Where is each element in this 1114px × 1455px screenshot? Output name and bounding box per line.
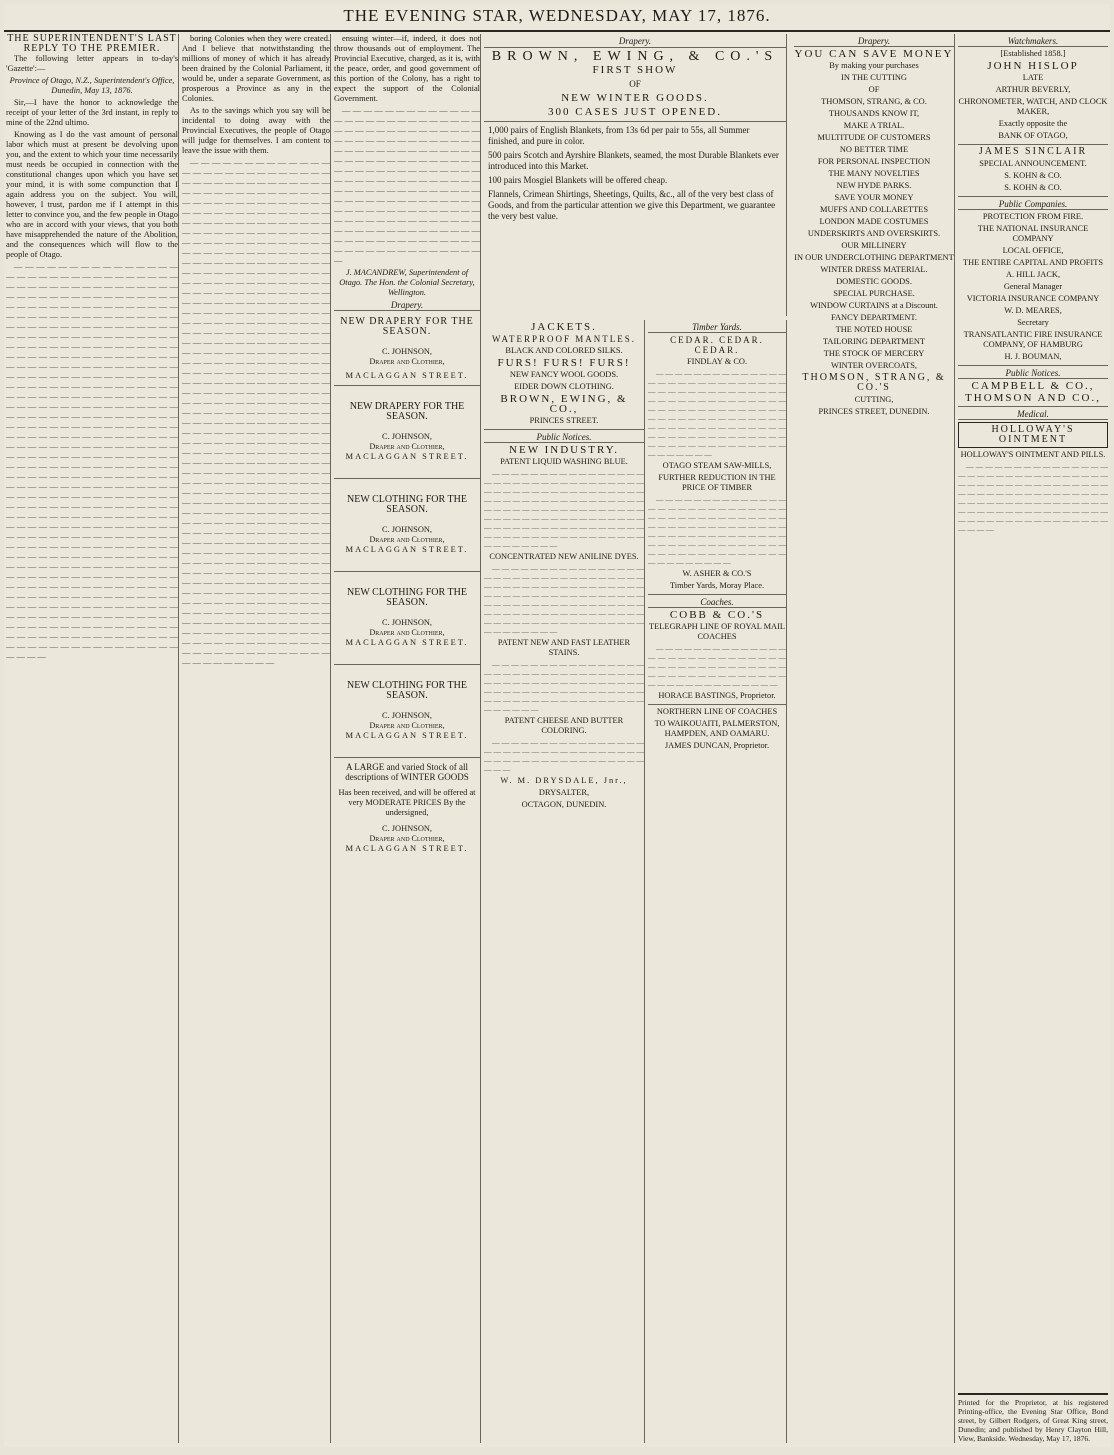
firm-name: S. KOHN & CO.	[1004, 171, 1062, 180]
firm-name: JOHN HISLOP	[987, 60, 1079, 72]
ad-line: Exactly opposite the	[998, 119, 1068, 128]
ad-line: BANK OF OTAGO,	[958, 131, 1108, 145]
ad-name: C. JOHNSON,	[381, 711, 433, 720]
column-7	[958, 34, 1108, 1443]
ad-heading: PROTECTION FROM FIRE.	[982, 212, 1084, 221]
ad-addr: MACLAGGAN STREET.	[345, 731, 469, 740]
article-para: Sir,—I have the honor to acknowledge the receipt of your letter of the 3rd instant, in reply to mine of the 22nd ultimo.	[6, 98, 178, 127]
section-heading-timber: Timber Yards.	[648, 322, 786, 333]
ad-item: 100 pairs Mosgiel Blankets will be offered cheap.	[488, 175, 668, 185]
ad-coaches	[648, 610, 786, 751]
ad-body: — — — — — — — — — — — — — — — — — — — — — — — — — — — — — — — — — — — — — — — — — — — — — — — — — — — — — — — — — — — — — — — — — — — — — —	[648, 644, 786, 689]
ad-heading: WINTER DRESS MATERIAL.	[820, 265, 928, 274]
column-4	[484, 320, 645, 1443]
ad-heading: MUFFS AND COLLARETTES	[820, 205, 928, 214]
ad-heading: FANCY DEPARTMENT.	[830, 313, 918, 322]
ad-title: NEW CLOTHING FOR THE SEASON.	[347, 680, 467, 701]
ad-item: 500 pairs Scotch and Ayrshire Blankets, seamed, the most Durable Blankets ever introduced into this Market.	[488, 150, 779, 171]
ad-name: A. HILL JACK,	[1005, 270, 1061, 279]
ad-name: W. M. DRYSDALE, Jnr.,	[500, 776, 628, 785]
section-heading-coaches: Coaches.	[648, 597, 786, 608]
ad-heading: CEDAR. CEDAR. CEDAR.	[670, 335, 764, 355]
ad-addr: PRINCES STREET.	[484, 416, 644, 430]
ad-line: THE ENTIRE CAPITAL AND PROFITS	[963, 258, 1103, 267]
section-heading-public-notices: Public Notices.	[484, 432, 644, 443]
article-para: ensuing winter—if, indeed, it does not throw thousands out of employment. The Provincial Executive, charged, as it is, with the peace, order, and good government of this portion of the Colony, has a right to expect the support of the Colonial Government.	[334, 34, 480, 103]
ad-heading: NORTHERN LINE OF COACHES	[656, 707, 778, 716]
ad-heading: CONCENTRATED NEW ANILINE DYES.	[489, 552, 639, 561]
imprint: Printed for the Proprietor, at his registered Printing-office, the Evening Star Office, Bond street, by Gilbert Rodgers, of Great King street, Dunedin; and published by Henry Clayton Hill, View, Bankside. Wednesday, May 17, 1876.	[958, 1393, 1108, 1443]
ad-title: NEW CLOTHING FOR THE SEASON.	[347, 494, 467, 515]
ad-body: — — — — — — — — — — — — — — — — — — — — — — — — — — — — — — — — — — — — — — — — — — — — — — — — — — — — — — — — — — — — — — — — — — — — — — — — — — — — — — — — — — — — — — — — — — — — — — — — — — — — — — — — — — — — — — — — — — — — — — — — — — — — — — — — — — — — — — — — — — — — — — —	[484, 469, 644, 550]
ad-heading: COBB & CO.'S	[669, 609, 765, 621]
brown-ewing-goods	[484, 322, 644, 430]
column-3	[334, 34, 481, 1443]
ad-title: NEW CLOTHING FOR THE SEASON.	[347, 587, 467, 608]
ad-addr: OCTAGON, DUNEDIN.	[521, 800, 607, 809]
column-1	[6, 34, 179, 1443]
masthead: THE EVENING STAR, WEDNESDAY, MAY 17, 1876.	[4, 4, 1110, 32]
ad-heading: DOMESTIC GOODS.	[836, 277, 912, 286]
ad-name: C. JOHNSON,	[381, 824, 433, 833]
ad-name: C. JOHNSON,	[381, 618, 433, 627]
ad-heading: THE NOTED HOUSE	[835, 325, 913, 334]
ad-brown-ewing-top	[484, 34, 787, 316]
firm-name: W. ASHER & CO.'S	[682, 569, 752, 578]
ad-line: IN THE CUTTING	[841, 73, 907, 82]
ad-heading: NEW HYDE PARKS.	[836, 181, 912, 190]
ad-line: ARTHUR BEVERLY,	[995, 85, 1071, 94]
ad-line: LATE	[1022, 73, 1044, 82]
ad-johnson-winter	[334, 758, 480, 858]
ad-body: — — — — — — — — — — — — — — — — — — — — — — — — — — — — — — — — — — — — — — — — — — — — — — — — — — — — — — — — — — — — — — — — — — — — — — — — — — — — — — — — — — — — — — — — — — — — — — — — — — — — — — — — — — —	[648, 495, 786, 567]
ad-addr: MACLAGGAN STREET.	[345, 371, 469, 380]
article-para: As to the savings which you say will be incidental to doing away with the Provincial Executives, the people of Otago will judge for themselves. I am content to leave the issue with them.	[182, 106, 330, 155]
firm-name: S. KOHN & CO.	[958, 183, 1108, 197]
ad-heading: SPECIAL ANNOUNCEMENT.	[979, 159, 1087, 168]
ad-sub: Draper and Clothier,	[369, 628, 445, 637]
ad-heading: IN OUR UNDERCLOTHING DEPARTMENT	[794, 253, 954, 262]
ad-sub: Draper and Clothier,	[369, 535, 445, 544]
ad-heading: LONDON MADE COSTUMES	[819, 217, 929, 226]
ad-line: OF	[868, 85, 880, 94]
ad-sub: Draper and Clothier,	[369, 834, 445, 843]
ad-name: H. J. BOUMAN,	[958, 352, 1108, 366]
ad-heading: FURS! FURS! FURS!	[497, 357, 631, 369]
ad-name: C. JOHNSON,	[381, 525, 433, 534]
ad-body: — — — — — — — — — — — — — — — — — — — — — — — — — — — — — — — — — — — — — — — — — — — — — — — — — — — — — — — — — — — — — — — — — — — — — — — — — — — — — — — — — — — — — — — — — — — — — — — — — — — — — — — — — — — — — — — — — — —	[958, 462, 1108, 534]
ad-heading: MAKE A TRIAL.	[843, 121, 905, 130]
ad-sub: Has been received, and will be offered at very MODERATE PRICES By the undersigned,	[338, 788, 476, 817]
ad-heading: WATERPROOF MANTLES.	[491, 334, 636, 344]
ad-heading: THE STOCK OF MERCERY	[823, 349, 925, 358]
section-heading-public-notices: Public Notices.	[958, 368, 1108, 379]
ad-thomson-strang	[794, 49, 954, 417]
ad-heading: VICTORIA INSURANCE COMPANY	[966, 294, 1100, 303]
ad-sub: TO WAIKOUAITI, PALMERSTON, HAMPDEN, AND OAMARU.	[654, 719, 780, 738]
ad-addr: MACLAGGAN STREET.	[345, 545, 469, 554]
firm-name: FINDLAY & CO.	[686, 357, 748, 366]
ad-body: — — — — — — — — — — — — — — — — — — — — — — — — — — — — — — — — — — — — — — — — — — — — — — — — — — — — — — — — — — — — — — — — — — — — — — — — — — — — — — — — — — — — — — — — — — — — — — — — — — — — — — — — — — — — — — — — — — — — — — — — — — — — — —	[484, 564, 644, 636]
ad-heading: JACKETS.	[531, 321, 597, 333]
ad-heading: BLACK AND COLORED SILKS.	[505, 346, 623, 355]
ad-johnson-clothing-3	[334, 665, 480, 758]
ad-heading: NEW INDUSTRY.	[509, 444, 619, 456]
ad-body: — — — — — — — — — — — — — — — — — — — — — — — — — — — — — — — — — — — — — — — — — — — — — — — — — — — — — — — — — — — — — — — — — — — — — — — — — — — — — — — — — — — — — — — — — — — — — — — — — — — — — — — — — — — — — — — — — — — — — — — — — — — — — — — — — — — — —	[648, 369, 786, 459]
ad-findlay	[648, 335, 786, 595]
ad-heading: PATENT LIQUID WASHING BLUE.	[500, 457, 628, 466]
ad-item: Flannels, Crimean Shirtings, Sheetings, Quilts, &c., all of the very best class of Goods, and from the particular attention we give this Department, we guarantee the very best value.	[488, 189, 776, 221]
ad-heading: EIDER DOWN CLOTHING.	[514, 382, 614, 391]
section-heading-watchmakers: Watchmakers.	[958, 36, 1108, 47]
ad-name: C. JOHNSON,	[381, 432, 433, 441]
ad-sub: General Manager	[1003, 282, 1063, 291]
ad-name: W. D. MEARES,	[1004, 306, 1062, 315]
article-place: Province of Otago, N.Z., Superintendent's Office, Dunedin, May 13, 1876.	[9, 76, 175, 95]
firm-name: JAMES SINCLAIR	[978, 146, 1088, 157]
article-text-continued: — — — — — — — — — — — — — — — — — — — — — — — — — — — — — — — — — — — — — — — — — — — — — — — — — — — — — — — — — — — — — — — — — — — — — — — — — — — — — — — — — — — — — — — — — — — — — — — — — — — — — — — — — — — — — — — — — — — — — — — — — — — — — — — — — — — — — — — — — — — — — — — — — — — — — — — — — — — — — — — — — — — — — — — — — — — — — — — — — — — — — — — — — — — — — — — — — — — — — — — — — — — — — — — — — — — — — — — — — — — — — — — — — — — — — — — — — — — — — — — — — — — — — — — — — — — — — — — — — — — — — — — — — — — — — — — — — — — — — — — — — — — — — — — — — — — — — — — — — — — — — — — — — — — — — — — — — — — — — — — — — — — — — — — — — — — — — — — — — — — — — — — — — — — — — — — — — — — — — — — — — — — — — — — — — — — — — — — — — — — — — — — — — — — — — — — — — — — — — — — — — — — — — — — — — — — — — — — — — — — — — — — — — — — — — — — — — — — — — — — — — — — — — — — — — — — — — — — — — — — — — — — — — — — — — — — — — — — — — — — — — — — — — — — — — — — — — — — — — — — — — — — — — — — — — — — — — — — — — — — — — — — — — — — — — — — — — — — — — — — — — — — — — — — — — — — — — — — — — — — — — — — — — — — — — — — — — — — — — — — — — — — — — — — — — — — — — — — — — — — — — — — — — — — — — — — — — — — — — — — — — — — — — — — — — — — — — — — — — — — — — — — — — — — — — — — — — — — — — — — — — — — — — — — — — — — — — — — — — — — — — — — — — — — — — — — — — — — — — — — — — — — — — — — —	[182, 158, 330, 667]
ad-johnson-clothing	[334, 479, 480, 572]
ad-line: CUTTING,	[854, 395, 894, 404]
firm-name: THOMSON, STRANG, & CO.	[821, 97, 927, 106]
ad-johnson-clothing-2	[334, 572, 480, 665]
ad-holloway	[958, 422, 1108, 534]
ad-addr: MACLAGGAN STREET.	[345, 844, 469, 853]
firm-name: CAMPBELL & CO.,	[971, 380, 1095, 392]
ad-sub: Secretary	[1017, 318, 1049, 327]
ad-heading: CHRONOMETER, WATCH, AND CLOCK MAKER,	[958, 97, 1108, 116]
ad-notices	[958, 381, 1108, 407]
ad-body: — — — — — — — — — — — — — — — — — — — — — — — — — — — — — — — — — — — — — — — — — — — — — — — — — — — — — — — — — — — — — — — — — — — — — — — — — — — — — — — — — — — — — — — — — —	[484, 660, 644, 714]
ad-line: 300 CASES JUST OPENED.	[484, 107, 786, 122]
ad-line: FIRST SHOW	[592, 64, 678, 76]
firm-name: THOMSON, STRANG, & CO.'S	[802, 372, 946, 393]
column-6	[794, 34, 955, 1443]
ad-heading: FURTHER REDUCTION IN THE PRICE OF TIMBER	[658, 473, 776, 492]
ad-drysdale	[484, 445, 644, 810]
ad-line: LOCAL OFFICE,	[1002, 246, 1064, 255]
ad-heading: MULTITUDE OF CUSTOMERS	[817, 133, 931, 142]
ad-heading: UNDERSKIRTS AND OVERSKIRTS.	[807, 229, 941, 238]
ad-line: OF	[629, 79, 641, 89]
column-2	[182, 34, 331, 1443]
ad-addr: OTAGO STEAM SAW-MILLS,	[662, 461, 772, 470]
ad-heading: NO BETTER TIME	[839, 145, 909, 154]
firm-name: BROWN, EWING, & CO.'S	[491, 49, 779, 64]
ad-heading: PATENT CHEESE AND BUTTER COLORING.	[504, 716, 624, 735]
ad-sub: Draper and Clothier,	[369, 721, 445, 730]
article-intro: The following letter appears in to-day's 'Gazette':—	[6, 54, 178, 73]
ad-heading: OUR MILLINERY	[841, 241, 907, 250]
ad-title: NEW DRAPERY FOR THE SEASON.	[340, 316, 474, 337]
ad-heading: SPECIAL PURCHASE.	[833, 289, 915, 298]
ad-title: A LARGE and varied Stock of all descriptions of WINTER GOODS	[345, 762, 469, 782]
ad-heading: TAILORING DEPARTMENT	[822, 337, 926, 346]
ad-title: NEW DRAPERY FOR THE SEASON.	[349, 401, 465, 422]
ad-heading: FOR PERSONAL INSPECTION	[817, 157, 931, 166]
ad-heading: TRANSATLANTIC FIRE INSURANCE COMPANY, OF HAMBURG	[963, 330, 1103, 349]
ad-sub: Draper and Clothier,	[369, 357, 445, 366]
ad-heading: HOLLOWAY'S OINTMENT	[958, 422, 1108, 448]
ad-heading: WINTER OVERCOATS,	[830, 361, 918, 370]
newspaper-page	[4, 4, 1110, 1447]
ad-line: NEW WINTER GOODS.	[561, 92, 709, 104]
ad-heading: THE NATIONAL INSURANCE COMPANY	[977, 224, 1089, 243]
ad-heading: THE MANY NOVELTIES	[828, 169, 920, 178]
ad-sub: DRYSALTER,	[538, 788, 590, 797]
ad-heading: WINDOW CURTAINS at a Discount.	[810, 301, 938, 310]
article-headline: THE SUPERINTENDENT'S LAST REPLY TO THE PREMIER.	[7, 34, 177, 54]
ad-addr: Timber Yards, Moray Place.	[648, 581, 786, 595]
section-heading-drapery: Drapery.	[484, 36, 786, 48]
ad-addr: MACLAGGAN STREET.	[345, 638, 469, 647]
section-heading-medical: Medical.	[958, 409, 1108, 420]
signoff: J. MACANDREW, Superintendent of Otago. The Hon. the Colonial Secretary, Wellington.	[339, 268, 475, 297]
article-para: boring Colonies when they were created. And I believe that notwithstanding the millions of money of which it has already been drained by the Colonial Parliament, it would be, under a separate Government, as prosperous a Province as any in the Colonies.	[182, 34, 330, 103]
ad-sub: HOLLOWAY'S OINTMENT AND PILLS.	[960, 450, 1106, 459]
ad-item: 1,000 pairs of English Blankets, from 13s 6d per pair to 55s, all Summer finished, and pure in color.	[488, 125, 750, 146]
ad-johnson-drapery	[334, 313, 480, 386]
ad-watchmakers	[958, 49, 1108, 197]
ad-sub: Draper and Clothier,	[369, 442, 445, 451]
ad-insurance	[958, 212, 1108, 366]
ad-body: — — — — — — — — — — — — — — — — — — — — — — — — — — — — — — — — — — — — — — — — — — — — — — — — — — — — —	[484, 738, 644, 774]
ad-heading: YOU CAN SAVE MONEY	[794, 48, 954, 60]
ad-addr: PRINCES STREET, DUNEDIN.	[818, 407, 930, 416]
section-heading-public-companies: Public Companies.	[958, 199, 1108, 210]
ad-proprietor: HORACE BASTINGS, Proprietor.	[648, 691, 786, 705]
article-text-continued: — — — — — — — — — — — — — — — — — — — — — — — — — — — — — — — — — — — — — — — — — — — — — — — — — — — — — — — — — — — — — — — — — — — — — — — — — — — — — — — — — — — — — — — — — — — — — — — — — — — — — — — — — — — — — — — — — — — — — — — — — — — — — — — — — — — — — — — — — — — — — — — — — — — — — — — — — — — — — — — — — — — — — — — — — — — — — — — — — — — — — — — — — — — — — — — — — — — — — — — — — — — — — — — — — — — — — — — — — — — — — — — — — — — — — — — — — — — — — — — — — — — — — — — — — — — — — — — — — — — — — — — — — — — — — — — — — — — — — — — — — — — — — — — — — — — — — — — — — — — — — — — — — — — — — — — — — — — — — — — — — — — — — — — — — — — — — — — — — — — — — — — — — — — — — — — — — — — — — — — — — — — — — — — — — — — — — — — — — — — — — — — — — — — — — — — — — — — — — — — — — — — — — — — — — — — — — — — — — — — — — — — — — — — — — — — — — — — — — — — — — — — — — — — — — — — — — — — — — — — — — — — — — — — — — — — — — — — — — — — — — — — — — — — — — — — — — — — — — — — — — — — — — — — — — — — — — — — — — — — — — — — — — — — — — — — — — — — — — — — — — — — — — — — — — — — — — — — — — — — — — — — — — — — — — — — — — — — — — — — — — — — — — — — — — — — — — — — — — — — — — — — — — — — — — — — — — — — — — — — — — — — — — — —	[6, 262, 178, 661]
ad-heading: PATENT NEW AND FAST LEATHER STAINS.	[497, 638, 631, 657]
ad-sub: TELEGRAPH LINE OF ROYAL MAIL COACHES	[648, 622, 785, 641]
ad-heading: NEW FANCY WOOL GOODS.	[509, 370, 619, 379]
ad-proprietor: JAMES DUNCAN, Proprietor.	[664, 741, 770, 750]
firm-name: BROWN, EWING, & CO.,	[500, 393, 628, 415]
ad-name: C. JOHNSON,	[381, 347, 433, 356]
column-5	[648, 320, 787, 1443]
ad-line: [Established 1858.]	[1000, 49, 1066, 58]
firm-name: THOMSON AND CO.,	[958, 393, 1108, 407]
ad-addr: MACLAGGAN STREET.	[345, 452, 469, 461]
ad-heading: SAVE YOUR MONEY	[834, 193, 914, 202]
article-para: Knowing as I do the vast amount of personal labor which must at present be devolving upon you, and the extent to which your time necessarily must needs be occupied in connection with the constitutional changes upon which you have set your mind, it is with some compunction that I again address you on the subject. You will, however, I trust, pardon me if I attempt in this letter to convince you, and the few people in Otago who are in accord with your views, that you both have misapprehended the nature of the Abolition, and the consequences which will flow to the people of Otago.	[6, 130, 178, 259]
section-heading-drapery: Drapery.	[794, 36, 954, 47]
section-heading-drapery: Drapery.	[334, 300, 480, 311]
ad-johnson-drapery-2	[334, 386, 480, 479]
article-text-continued: — — — — — — — — — — — — — — — — — — — — — — — — — — — — — — — — — — — — — — — — — — — — — — — — — — — — — — — — — — — — — — — — — — — — — — — — — — — — — — — — — — — — — — — — — — — — — — — — — — — — — — — — — — — — — — — — — — — — — — — — — — — — — — — — — — — — — — — — — — — — — — — — — — — — — — — — — — — — — — — — — — — — — — — — — — — — — — — — — — — — — — — — — — — — — — — — — — — — — — — — — — — — — — — — — —	[334, 106, 480, 265]
ad-heading: THOUSANDS KNOW IT,	[828, 109, 920, 118]
ad-line: By making your purchases	[829, 61, 919, 70]
